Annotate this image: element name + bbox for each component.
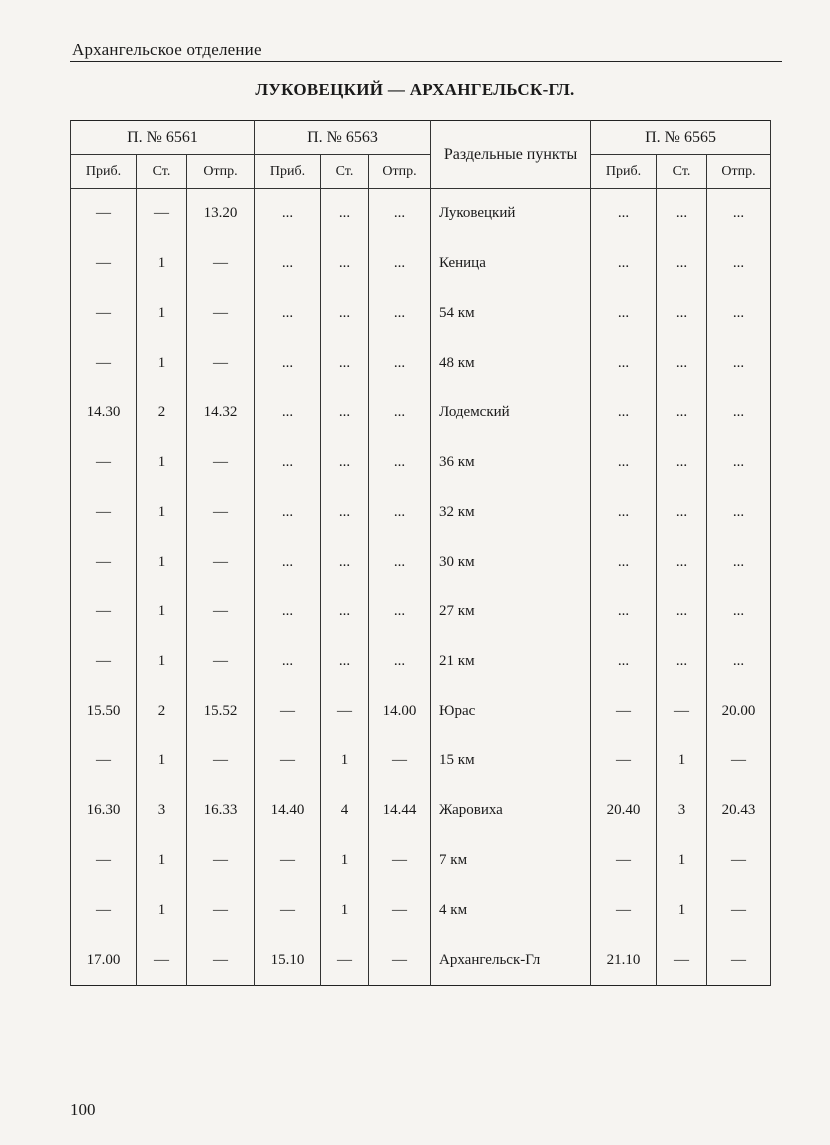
subheader-departure: Отпр.	[369, 155, 431, 189]
table-row	[71, 637, 771, 687]
train-6561-stop: 1	[137, 338, 187, 388]
table-row	[71, 388, 771, 438]
train-6565-arrival: ...	[591, 637, 657, 687]
train-6565-departure: ...	[707, 239, 771, 289]
station-name: Луковецкий	[431, 189, 591, 239]
train-6565-arrival: ...	[591, 487, 657, 537]
train-6565-departure: 20.00	[707, 686, 771, 736]
train-6561-arrival: 15.50	[71, 686, 137, 736]
station-name: 21 км	[431, 637, 591, 687]
train-6563-stop: ...	[321, 338, 369, 388]
train-6565-departure: ...	[707, 637, 771, 687]
train-6565-stop: ...	[657, 388, 707, 438]
train-6565-arrival: ...	[591, 438, 657, 488]
train-6563-stop: 1	[321, 836, 369, 886]
train-6563-arrival: ...	[255, 189, 321, 239]
station-name: 15 км	[431, 736, 591, 786]
train-6561-arrival: 16.30	[71, 786, 137, 836]
train-6563-departure: 14.44	[369, 786, 431, 836]
train-6565-arrival: —	[591, 836, 657, 886]
stations-header: Раздельные пункты	[431, 121, 591, 189]
train-6561-arrival: —	[71, 189, 137, 239]
train-6561-departure: 16.33	[187, 786, 255, 836]
train-6563-arrival: 15.10	[255, 935, 321, 985]
train-6565-arrival: —	[591, 686, 657, 736]
station-name: 30 км	[431, 537, 591, 587]
train-6561-departure: —	[187, 537, 255, 587]
train-6565-stop: ...	[657, 537, 707, 587]
train-6565-departure: ...	[707, 288, 771, 338]
table-row	[71, 537, 771, 587]
train-6565-stop: 3	[657, 786, 707, 836]
train-6563-stop: ...	[321, 239, 369, 289]
train-6561-arrival: —	[71, 438, 137, 488]
train-6565-arrival: 20.40	[591, 786, 657, 836]
train-6563-arrival: —	[255, 686, 321, 736]
train-6565-stop: —	[657, 935, 707, 985]
subheader-departure: Отпр.	[187, 155, 255, 189]
train-6565-departure: ...	[707, 487, 771, 537]
train-6561-arrival: —	[71, 487, 137, 537]
table-row	[71, 686, 771, 736]
train-6561-stop: 1	[137, 885, 187, 935]
train-6565-arrival: 21.10	[591, 935, 657, 985]
table-row	[71, 338, 771, 388]
train-6561-departure: —	[187, 438, 255, 488]
train-6561-arrival: —	[71, 239, 137, 289]
train-6561-stop: 2	[137, 388, 187, 438]
station-name: 48 км	[431, 338, 591, 388]
train-6565-departure: ...	[707, 537, 771, 587]
train-6561-stop: 1	[137, 637, 187, 687]
train-6561-arrival: 17.00	[71, 935, 137, 985]
train-6565-departure: —	[707, 836, 771, 886]
table-row	[71, 487, 771, 537]
subheader-stop: Ст.	[321, 155, 369, 189]
train-6561-stop: 2	[137, 686, 187, 736]
subheader-arrival: Приб.	[255, 155, 321, 189]
train-6561-stop: —	[137, 189, 187, 239]
timetable-body	[71, 189, 771, 986]
train-6561-stop: 1	[137, 736, 187, 786]
table-row	[71, 288, 771, 338]
train-6565-stop: ...	[657, 487, 707, 537]
header-rule	[70, 61, 782, 62]
train-6565-arrival: —	[591, 885, 657, 935]
train-6563-stop: ...	[321, 637, 369, 687]
train-6563-arrival: ...	[255, 288, 321, 338]
station-name: Жаровиха	[431, 786, 591, 836]
train-6565-stop: ...	[657, 239, 707, 289]
train-6561-arrival: —	[71, 587, 137, 637]
train-6561-stop: 1	[137, 537, 187, 587]
train-6563-stop: —	[321, 686, 369, 736]
table-row	[71, 885, 771, 935]
train-6565-stop: —	[657, 686, 707, 736]
train-6563-arrival: ...	[255, 239, 321, 289]
table-row	[71, 587, 771, 637]
train-6563-arrival: —	[255, 736, 321, 786]
train-6565-departure: —	[707, 736, 771, 786]
train-6565-stop: ...	[657, 338, 707, 388]
train-6561-stop: 1	[137, 239, 187, 289]
train-6563-departure: —	[369, 885, 431, 935]
train-6561-stop: 1	[137, 288, 187, 338]
train-6565-departure: ...	[707, 388, 771, 438]
train-6563-departure: ...	[369, 239, 431, 289]
train-6563-departure: ...	[369, 637, 431, 687]
train-6563-stop: ...	[321, 587, 369, 637]
train-6565-departure: ...	[707, 438, 771, 488]
table-row	[71, 786, 771, 836]
train-6565-arrival: ...	[591, 189, 657, 239]
train-6565-departure: ...	[707, 587, 771, 637]
train-6565-stop: 1	[657, 836, 707, 886]
station-name: 32 км	[431, 487, 591, 537]
station-name: 27 км	[431, 587, 591, 637]
train-6563-departure: ...	[369, 438, 431, 488]
train-6565-arrival: ...	[591, 388, 657, 438]
train-6563-departure: ...	[369, 587, 431, 637]
train-6565-departure: —	[707, 935, 771, 985]
subheader-arrival: Приб.	[591, 155, 657, 189]
train-6561-departure: —	[187, 587, 255, 637]
train-6565-stop: ...	[657, 587, 707, 637]
train-6561-departure: —	[187, 239, 255, 289]
train-6565-arrival: ...	[591, 537, 657, 587]
train-header-6565: П. № 6565	[591, 121, 771, 155]
section-header: Архангельское отделение	[72, 40, 262, 59]
train-6561-departure: —	[187, 487, 255, 537]
train-6561-arrival: —	[71, 537, 137, 587]
train-6561-departure: —	[187, 935, 255, 985]
table-row	[71, 189, 771, 239]
train-6561-stop: 3	[137, 786, 187, 836]
station-name: 54 км	[431, 288, 591, 338]
train-6563-departure: ...	[369, 338, 431, 388]
train-6561-departure: 15.52	[187, 686, 255, 736]
train-6561-arrival: 14.30	[71, 388, 137, 438]
page-title: ЛУКОВЕЦКИЙ — АРХАНГЕЛЬСК-ГЛ.	[255, 80, 575, 99]
station-name: Архангельск-Гл	[431, 935, 591, 985]
train-6561-departure: 14.32	[187, 388, 255, 438]
train-6563-departure: ...	[369, 487, 431, 537]
train-6565-stop: ...	[657, 637, 707, 687]
train-6563-arrival: ...	[255, 388, 321, 438]
train-6565-departure: ...	[707, 189, 771, 239]
station-name: Юрас	[431, 686, 591, 736]
timetable	[70, 120, 771, 986]
train-header-6561: П. № 6561	[71, 121, 255, 155]
station-name: Кеница	[431, 239, 591, 289]
table-row	[71, 736, 771, 786]
train-6561-departure: —	[187, 288, 255, 338]
train-6563-departure: ...	[369, 537, 431, 587]
train-6561-arrival: —	[71, 288, 137, 338]
train-6563-departure: —	[369, 836, 431, 886]
train-6561-arrival: —	[71, 736, 137, 786]
train-6561-departure: —	[187, 736, 255, 786]
train-6565-arrival: ...	[591, 338, 657, 388]
train-6563-departure: —	[369, 736, 431, 786]
train-6563-arrival: ...	[255, 487, 321, 537]
train-6563-departure: ...	[369, 388, 431, 438]
train-6563-arrival: ...	[255, 537, 321, 587]
train-6565-departure: ...	[707, 338, 771, 388]
table-row	[71, 438, 771, 488]
train-6565-departure: —	[707, 885, 771, 935]
train-6563-stop: ...	[321, 487, 369, 537]
train-6563-arrival: ...	[255, 637, 321, 687]
train-6561-stop: 1	[137, 438, 187, 488]
train-6565-arrival: ...	[591, 587, 657, 637]
train-6565-stop: ...	[657, 288, 707, 338]
station-name: 4 км	[431, 885, 591, 935]
train-6563-stop: 1	[321, 736, 369, 786]
train-6563-arrival: 14.40	[255, 786, 321, 836]
train-6565-stop: 1	[657, 885, 707, 935]
train-6565-stop: ...	[657, 438, 707, 488]
train-6561-stop: 1	[137, 487, 187, 537]
train-6563-arrival: —	[255, 885, 321, 935]
train-6561-arrival: —	[71, 338, 137, 388]
station-name: Лодемский	[431, 388, 591, 438]
train-6561-departure: —	[187, 836, 255, 886]
train-6561-departure: —	[187, 338, 255, 388]
subheader-stop: Ст.	[657, 155, 707, 189]
subheader-departure: Отпр.	[707, 155, 771, 189]
train-6563-arrival: ...	[255, 338, 321, 388]
table-row	[71, 836, 771, 886]
train-6563-stop: 1	[321, 885, 369, 935]
station-name: 36 км	[431, 438, 591, 488]
train-6563-stop: 4	[321, 786, 369, 836]
train-6561-departure: —	[187, 637, 255, 687]
train-6563-arrival: —	[255, 836, 321, 886]
train-6565-stop: ...	[657, 189, 707, 239]
train-6561-stop: 1	[137, 836, 187, 886]
train-6563-stop: ...	[321, 288, 369, 338]
subheader-stop: Ст.	[137, 155, 187, 189]
train-6563-arrival: ...	[255, 438, 321, 488]
train-6563-stop: ...	[321, 438, 369, 488]
train-6561-arrival: —	[71, 836, 137, 886]
train-6561-arrival: —	[71, 637, 137, 687]
page-number: 100	[70, 1100, 96, 1119]
station-name: 7 км	[431, 836, 591, 886]
train-6565-stop: 1	[657, 736, 707, 786]
train-header-6563: П. № 6563	[255, 121, 431, 155]
train-6565-arrival: ...	[591, 239, 657, 289]
train-6563-stop: ...	[321, 388, 369, 438]
train-6565-departure: 20.43	[707, 786, 771, 836]
train-6561-arrival: —	[71, 885, 137, 935]
train-6565-arrival: —	[591, 736, 657, 786]
table-row	[71, 935, 771, 985]
train-6563-departure: —	[369, 935, 431, 985]
train-6561-departure: 13.20	[187, 189, 255, 239]
train-6563-departure: 14.00	[369, 686, 431, 736]
train-6563-stop: ...	[321, 537, 369, 587]
train-6561-departure: —	[187, 885, 255, 935]
train-6563-stop: —	[321, 935, 369, 985]
train-6563-stop: ...	[321, 189, 369, 239]
train-6563-departure: ...	[369, 189, 431, 239]
table-row	[71, 239, 771, 289]
train-6563-arrival: ...	[255, 587, 321, 637]
train-6561-stop: 1	[137, 587, 187, 637]
train-6565-arrival: ...	[591, 288, 657, 338]
train-6563-departure: ...	[369, 288, 431, 338]
subheader-arrival: Приб.	[71, 155, 137, 189]
train-6561-stop: —	[137, 935, 187, 985]
